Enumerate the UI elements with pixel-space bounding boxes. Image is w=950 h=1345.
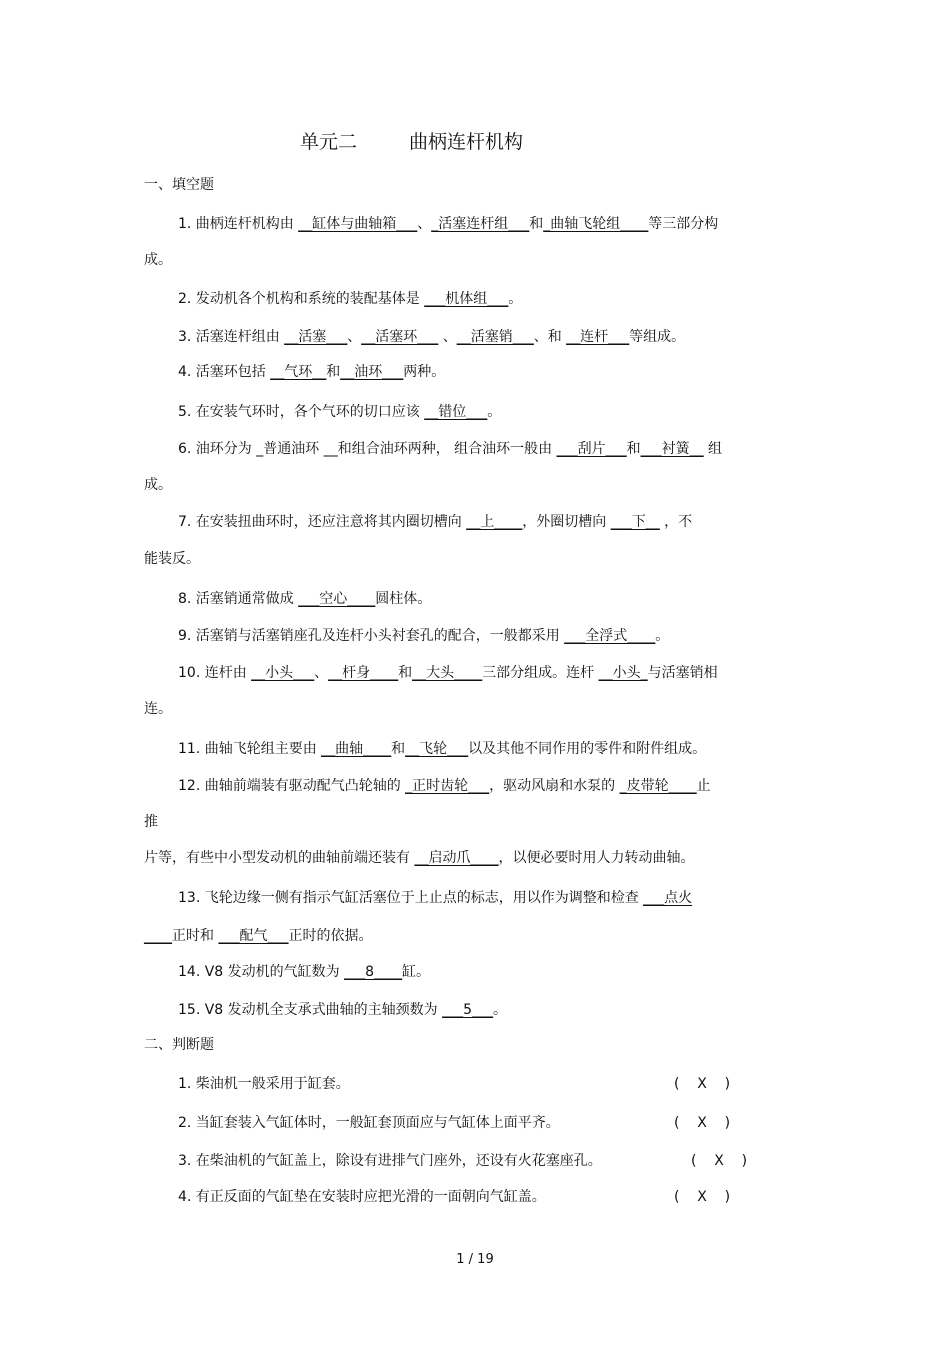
answer: __气环__ — [270, 364, 327, 380]
answer: __启动爪____ — [414, 850, 499, 866]
question-11: 11. 曲轴飞轮组主要由 __曲轴____和__飞轮___以及其他不同作用的零件和附件组成。 — [178, 741, 707, 757]
answer: ___刮片___ — [556, 441, 627, 457]
answer: ____ — [144, 928, 172, 944]
answer: __错位___ — [424, 404, 488, 420]
answer: ___全浮式____ — [564, 628, 656, 644]
answer: _正时齿轮___ — [405, 778, 490, 794]
question-6: 6. 油环分为 _普通油环 __和组合油环两种， 组合油环一般由 ___刮片___和___衬簧__ 组 — [178, 441, 723, 457]
answer: __上____ — [466, 514, 523, 530]
answer: __大头____ — [412, 665, 483, 681]
title-unit: 单元二 — [300, 131, 358, 153]
question-3: 3. 活塞连杆组由 __活塞___、__活塞环___ 、__活塞销___、和 __连杆___等组成。 — [178, 329, 686, 345]
question-6-cont: 成。 — [144, 477, 172, 493]
question-13: 13. 飞轮边缘一侧有指示气缸活塞位于上止点的标志，用以作为调整和检查 ___点火 — [178, 890, 693, 906]
answer: ___空心____ — [298, 591, 376, 607]
question-12-cont2: 片等，有些中小型发动机的曲轴前端还装有 __启动爪____，以便必要时用人力转动曲轴。 — [144, 850, 695, 866]
answer: ___8____ — [344, 964, 403, 980]
question-12: 12. 曲轴前端装有驱动配气凸轮轴的 _正时齿轮___，驱动风扇和水泵的 _皮带轮____止 — [178, 778, 711, 794]
judge-answer-1: ( X ) — [674, 1076, 731, 1092]
question-4: 4. 活塞环包括 __气环__和__油环___两种。 — [178, 364, 446, 380]
title-topic: 曲柄连杆机构 — [409, 131, 524, 153]
judge-answer-2: ( X ) — [674, 1115, 731, 1131]
answer: ___衬簧__ — [640, 441, 704, 457]
question-15: 15. V8 发动机全支承式曲轴的主轴颈数为 ___5___。 — [178, 1002, 508, 1018]
answer: __杆身____ — [328, 665, 399, 681]
judge-question-4: 4. 有正反面的气缸垫在安装时应把光滑的一面朝向气缸盖。 — [178, 1189, 546, 1205]
question-10-cont: 连。 — [144, 701, 172, 717]
question-7: 7. 在安装扭曲环时，还应注意将其内圈切槽向 __上____，外圈切槽向 ___下__ ，不 — [178, 514, 693, 530]
judge-answer-3: ( X ) — [691, 1153, 748, 1169]
answer: __小头_ — [598, 665, 648, 681]
question-7-cont: 能装反。 — [144, 551, 200, 567]
judge-question-1: 1. 柴油机一般采用于缸套。 — [178, 1076, 350, 1092]
answer: __飞轮___ — [405, 741, 469, 757]
answer: __活塞销___ — [456, 329, 534, 345]
page-title — [300, 130, 523, 154]
answer: __活塞___ — [284, 329, 348, 345]
question-2: 2. 发动机各个机构和系统的装配基体是 ___机体组___。 — [178, 291, 523, 307]
question-10: 10. 连杆由 __小头___、__杆身____和__大头____三部分组成。连杆 __小头_与活塞销相 — [178, 665, 718, 681]
answer: _皮带轮____ — [619, 778, 697, 794]
section-heading-judge: 二、判断题 — [144, 1037, 214, 1053]
judge-answer-4: ( X ) — [674, 1189, 731, 1205]
answer: __连杆___ — [566, 329, 630, 345]
question-5: 5. 在安装气环时，各个气环的切口应该 __错位___。 — [178, 404, 502, 420]
answer: __小头___ — [251, 665, 315, 681]
question-13-cont: ____正时和 ___配气___正时的依据。 — [144, 928, 373, 944]
page-number: 1 / 19 — [456, 1252, 494, 1267]
answer: __曲轴____ — [321, 741, 392, 757]
answer: __缸体与曲轴箱___ — [298, 216, 418, 232]
question-12-cont: 推 — [144, 814, 158, 830]
answer: _活塞连杆组___ — [431, 216, 530, 232]
answer: ___配气___ — [218, 928, 289, 944]
question-1-cont: 成。 — [144, 252, 172, 268]
question-8: 8. 活塞销通常做成 ___空心____圆柱体。 — [178, 591, 432, 607]
question-9: 9. 活塞销与活塞销座孔及连杆小头衬套孔的配合，一般都采用 ___全浮式____。 — [178, 628, 670, 644]
question-14: 14. V8 发动机的气缸数为 ___8____缸。 — [178, 964, 431, 980]
question-1: 1. 曲柄连杆机构由 __缸体与曲轴箱___、_活塞连杆组___和_曲轴飞轮组____等三部分构 — [178, 216, 719, 232]
answer: ___5___ — [442, 1002, 494, 1018]
judge-question-2: 2. 当缸套装入气缸体时，一般缸套顶面应与气缸体上面平齐。 — [178, 1115, 560, 1131]
judge-question-3: 3. 在柴油机的气缸盖上，除设有进排气门座外，还设有火花塞座孔。 — [178, 1153, 602, 1169]
section-heading-fill: 一、填空题 — [144, 177, 214, 193]
answer: ___机体组___ — [424, 291, 509, 307]
answer: __活塞环___ — [361, 329, 439, 345]
answer: ___下__ — [610, 514, 660, 530]
answer: ___点火 — [643, 890, 693, 906]
answer: __油环___ — [340, 364, 404, 380]
answer: _曲轴飞轮组____ — [543, 216, 649, 232]
